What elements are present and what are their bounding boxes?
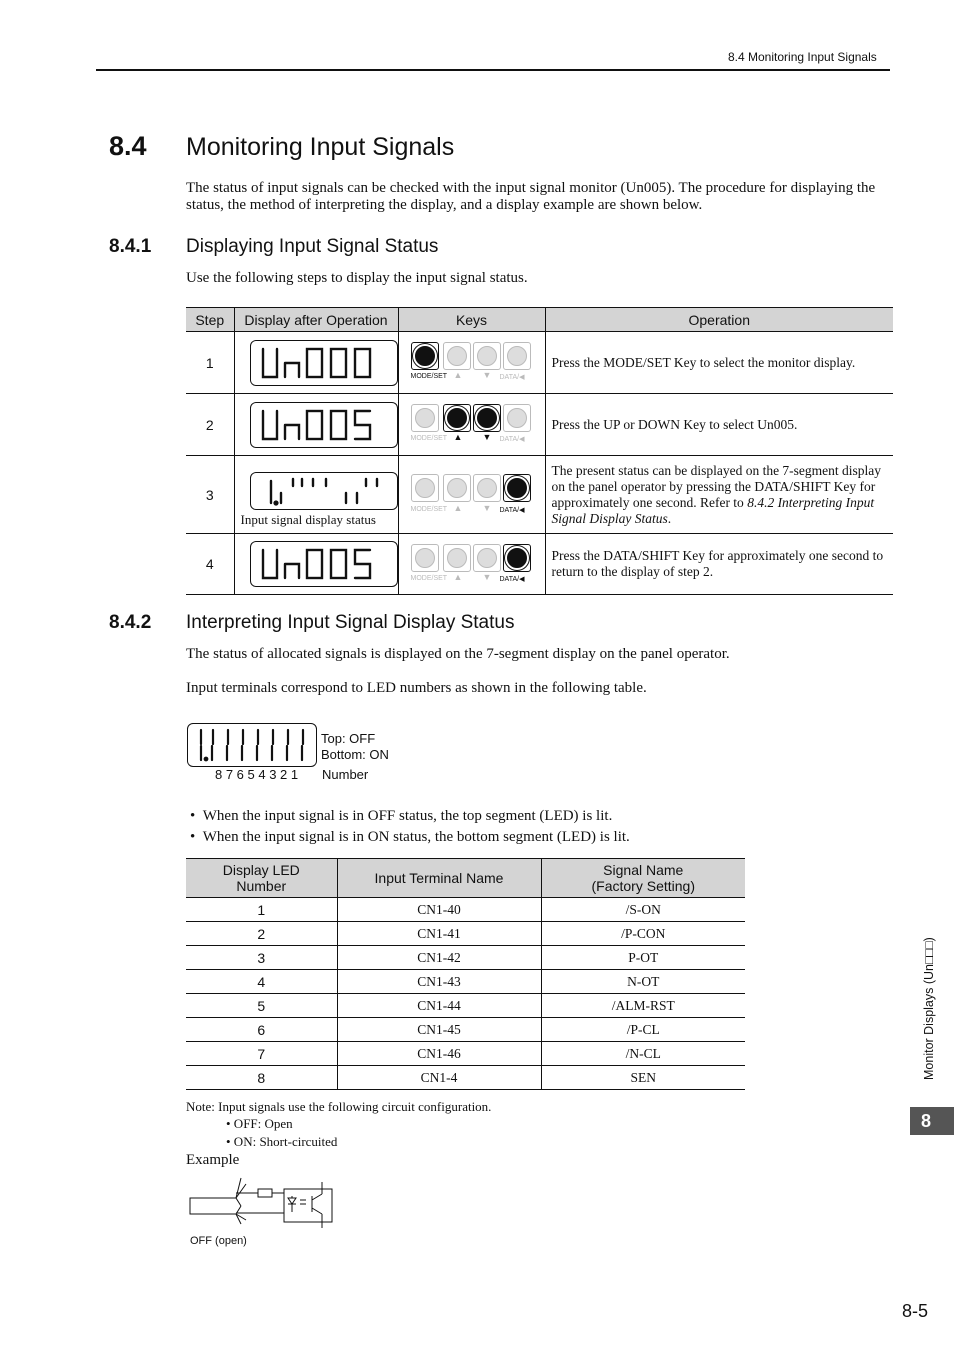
seven-segment-display [250,402,398,448]
un005-segment-icon [251,542,397,586]
keys-cell [398,332,545,394]
down-arrow-icon: ▼ [482,572,492,582]
side-tab-label: Monitor Displays (Un□□□) [922,937,936,1080]
table-row [186,994,745,1018]
mode-set-key[interactable] [411,544,439,572]
led-display-diagram [187,723,317,767]
led-number: 4 [186,970,337,994]
terminal-name: CN1-46 [337,1042,541,1066]
signal-name: /P-CL [541,1018,745,1042]
step-row [186,534,893,595]
down-arrow-icon: ▼ [482,370,492,380]
step-number: 1 [186,332,234,394]
subsection-2-number: 8.4.2 [109,612,152,633]
step-number: 3 [186,456,234,534]
step-number: 2 [186,394,234,456]
up-key[interactable] [443,474,471,502]
step-number: 4 [186,534,234,595]
col-terminal: Input Terminal Name [337,859,541,898]
section-title: Monitoring Input Signals [186,133,455,161]
cross-reference[interactable]: 8.4.2 Interpreting Input Signal Display Status [551,494,875,526]
signal-name: /S-ON [541,898,745,922]
header-rule [96,69,890,71]
terminal-name: CN1-43 [337,970,541,994]
left-arrow-icon: ◀ [519,507,525,514]
signal-name: SEN [541,1066,745,1090]
step-row [186,394,893,456]
up-arrow-icon: ▲ [453,432,463,442]
page-number: 8-5 [902,1301,929,1321]
data-shift-key[interactable] [503,342,531,370]
data-shift-key[interactable] [503,474,531,502]
un000-segment-icon [251,341,397,385]
subsection-2-para1: The status of allocated signals is displayed on the 7-segment display on the panel operator. [186,646,730,662]
col-signal-name: Signal Name (Factory Setting) [541,859,745,898]
table-row [186,1018,745,1042]
up-key[interactable] [443,404,471,432]
data-key-label: DATA/◀ [499,576,525,583]
led-number: 8 [186,1066,337,1090]
steps-table [186,307,893,595]
terminal-name: CN1-4 [337,1066,541,1090]
section-intro: The status of input signals can be checked with the input signal monitor (Un005). The procedure for displaying the status, the method of interpreting the display, and a display example are shown below. [186,180,876,213]
led-number: 6 [186,1018,337,1042]
keys-cell [398,394,545,456]
bullet-item: • When the input signal is in OFF status, the top segment (LED) is lit. [190,808,613,824]
mode-set-key[interactable] [411,404,439,432]
data-key-label: DATA/◀ [499,436,525,443]
up-arrow-icon: ▲ [453,503,463,513]
left-arrow-icon: ◀ [519,576,525,583]
down-key[interactable] [473,404,501,432]
col-led-number: Display LED Number [186,859,337,898]
table-row [186,898,745,922]
subsection-1-title: Displaying Input Signal Status [186,236,439,257]
subsection-2-title: Interpreting Input Signal Display Status [186,612,515,633]
left-arrow-icon: ◀ [519,374,525,381]
table-row [186,1066,745,1090]
seven-segment-display [250,472,398,510]
led-number: 2 [186,922,337,946]
col-operation: Operation [545,308,893,332]
display-cell [234,332,398,394]
legend-top: Top: OFF [321,731,376,746]
subsection-2-para2: Input terminals correspond to LED numbers as shown in the following table. [186,680,647,696]
up-key[interactable] [443,342,471,370]
table-row [186,970,745,994]
operation-text: Press the MODE/SET Key to select the monitor display. [545,332,893,394]
operation-text: Press the DATA/SHIFT Key for approximately one second to return to the display of step 2. [545,534,893,595]
down-arrow-icon: ▼ [482,432,492,442]
led-segments-icon [188,724,316,766]
step-row [186,332,893,394]
signal-name: /N-CL [541,1042,745,1066]
led-number: 1 [186,898,337,922]
down-key[interactable] [473,342,501,370]
display-cell [234,534,398,595]
data-key-label: DATA/◀ [499,374,525,381]
terminal-name: CN1-42 [337,946,541,970]
step-row [186,456,893,534]
table-row [186,1042,745,1066]
signal-name: /ALM-RST [541,994,745,1018]
signal-name: N-OT [541,970,745,994]
chapter-tab[interactable]: 8 [910,1107,954,1135]
input-status-segment-icon [251,473,397,509]
col-step: Step [186,308,234,332]
seven-segment-display [250,340,398,386]
mode-set-key-label: MODE/SET [410,373,448,380]
running-head: 8.4 Monitoring Input Signals [728,50,877,64]
signal-table [186,858,745,1090]
subsection-1-number: 8.4.1 [109,236,152,257]
mode-set-key-label: MODE/SET [410,506,448,513]
up-arrow-icon: ▲ [453,572,463,582]
led-number-labels: 8 7 6 5 4 3 2 1 [215,767,299,782]
operation-text: Press the UP or DOWN Key to select Un005. [545,394,893,456]
section-number: 8.4 [109,131,147,161]
keys-cell [398,456,545,534]
note-item: • OFF: Open [226,1116,293,1131]
note: Note: Input signals use the following circuit configuration. [186,1099,492,1114]
terminal-name: CN1-45 [337,1018,541,1042]
terminal-name: CN1-41 [337,922,541,946]
bullet-item: • When the input signal is in ON status, the bottom segment (LED) is lit. [190,829,630,845]
circuit-caption: OFF (open) [190,1235,247,1247]
table-row [186,946,745,970]
mode-set-key-label: MODE/SET [410,575,448,582]
operation-text: The present status can be displayed on the 7-segment display on the panel operator by pressing the DATA/SHIFT Key for approximately one second. Refer to 8.4.2 Interpreting Input Signal Display Status. [545,456,893,534]
seven-segment-display [250,541,398,587]
legend-bottom: Bottom: ON [321,747,389,762]
table-row [186,922,745,946]
col-keys: Keys [398,308,545,332]
mode-set-key-label: MODE/SET [410,435,448,442]
down-key[interactable] [473,544,501,572]
subsection-1-lead: Use the following steps to display the input signal status. [186,270,528,286]
led-number: 7 [186,1042,337,1066]
signal-header-row [186,859,745,898]
up-key[interactable] [443,544,471,572]
signal-name: /P-CON [541,922,745,946]
un005-segment-icon [251,403,397,447]
circuit-diagram-icon [186,1176,336,1236]
data-shift-key[interactable] [503,404,531,432]
display-cell [234,456,398,534]
down-arrow-icon: ▼ [482,503,492,513]
steps-header-row [186,308,893,332]
left-arrow-icon: ◀ [519,436,525,443]
up-arrow-icon: ▲ [453,370,463,380]
down-key[interactable] [473,474,501,502]
mode-set-key[interactable] [411,342,439,370]
display-cell [234,394,398,456]
display-caption: Input signal display status [240,512,376,527]
led-number: 5 [186,994,337,1018]
keys-cell [398,534,545,595]
example-label: Example [186,1152,240,1168]
data-key-label: DATA/◀ [499,507,525,514]
terminal-name: CN1-40 [337,898,541,922]
led-number: 3 [186,946,337,970]
number-label: Number [322,767,369,782]
terminal-name: CN1-44 [337,994,541,1018]
data-shift-key[interactable] [503,544,531,572]
signal-name: P-OT [541,946,745,970]
note-item: • ON: Short-circuited [226,1134,338,1149]
mode-set-key[interactable] [411,474,439,502]
col-display: Display after Operation [234,308,398,332]
